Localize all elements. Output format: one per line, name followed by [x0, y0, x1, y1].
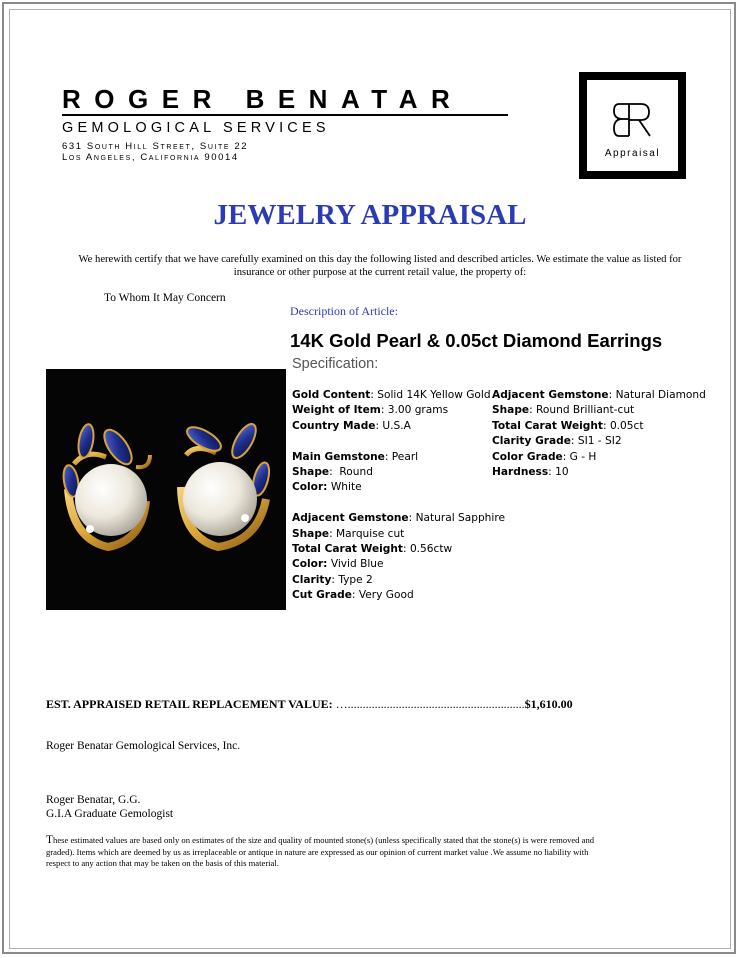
- certification-statement: We herewith certify that we have carefully examined on this day the following listed and described articles. We estimate the value as listed for insurance or other purpose at the current retail value, the property of:: [78, 254, 682, 278]
- spec-row: Color: Vivid Blue: [292, 558, 384, 571]
- header-rule: [62, 114, 508, 116]
- value-leader-dots: …...........................................................: [332, 697, 525, 711]
- logo-caption: Appraisal: [604, 148, 661, 159]
- spec-row: Color Grade: G - H: [492, 450, 597, 463]
- spec-row: Cut Grade: Very Good: [292, 589, 414, 602]
- spec-row: Shape: Round Brilliant-cut: [492, 404, 635, 417]
- spec-column-left: [292, 388, 505, 603]
- spec-row: Total Carat Weight: 0.56ctw: [292, 542, 453, 555]
- spec-row: Color: White: [292, 481, 362, 494]
- description-label: Description of Article:: [290, 304, 398, 318]
- disclaimer: These estimated values are based only on estimates of the size and quality of mounted stone(s) (unless specifically stated that the stone(s) is were removed and graded). Items which are deemed by us as irreplaceable or antique in nature are expressed as our opinion of current market value .We assume no liability with respect to any action that may be taken on the basis of this material.: [46, 834, 595, 868]
- spec-row: Adjacent Gemstone: Natural Sapphire: [292, 512, 505, 525]
- recipient: To Whom It May Concern: [104, 292, 226, 304]
- spec-row: Clarity: Type 2: [292, 573, 373, 586]
- spec-row: Total Carat Weight: 0.05ct: [492, 419, 644, 432]
- spec-row: Shape: Marquise cut: [292, 527, 405, 540]
- spec-row: Clarity Grade: SI1 - SI2: [492, 435, 622, 448]
- specification-label: Specification:: [292, 356, 379, 372]
- spec-row: Hardness: 10: [492, 465, 569, 478]
- company-subtitle: GEMOLOGICAL SERVICES: [62, 120, 330, 136]
- appraisal-logo: [579, 72, 686, 179]
- spec-row: Gold Content: Solid 14K Yellow Gold: [292, 389, 491, 401]
- company-name: ROGER BENATAR: [62, 84, 464, 114]
- signer-title: G.I.A Graduate Gemologist: [46, 808, 174, 820]
- spec-row: Country Made: U.S.A: [292, 419, 411, 432]
- spec-column-right: [492, 388, 706, 480]
- item-title: 14K Gold Pearl & 0.05ct Diamond Earrings: [290, 330, 663, 351]
- spec-row: Main Gemstone: Pearl: [292, 450, 419, 463]
- document-title: JEWELRY APPRAISAL: [213, 199, 527, 231]
- spec-row: Shape: Round: [292, 465, 373, 478]
- spec-row: Weight of Item: 3.00 grams: [292, 404, 449, 417]
- appraised-value-amount: $1,610.00: [524, 697, 573, 711]
- appraised-value-label: EST. APPRAISED RETAIL REPLACEMENT VALUE:: [46, 697, 333, 711]
- address-line-1: 631 South Hill Street, Suite 22: [62, 141, 249, 152]
- signer-name: Roger Benatar, G.G.: [46, 794, 141, 806]
- address-line-2: Los Angeles, California 90014: [62, 152, 239, 163]
- left-earring: [61, 423, 150, 547]
- earrings-photo: [46, 369, 286, 610]
- company-signature-line: Roger Benatar Gemological Services, Inc.: [46, 740, 241, 752]
- right-earring: [181, 421, 272, 547]
- br-monogram-icon: [611, 100, 655, 140]
- appraised-value-line: [46, 698, 573, 710]
- spec-row: Adjacent Gemstone: Natural Diamond: [492, 389, 706, 401]
